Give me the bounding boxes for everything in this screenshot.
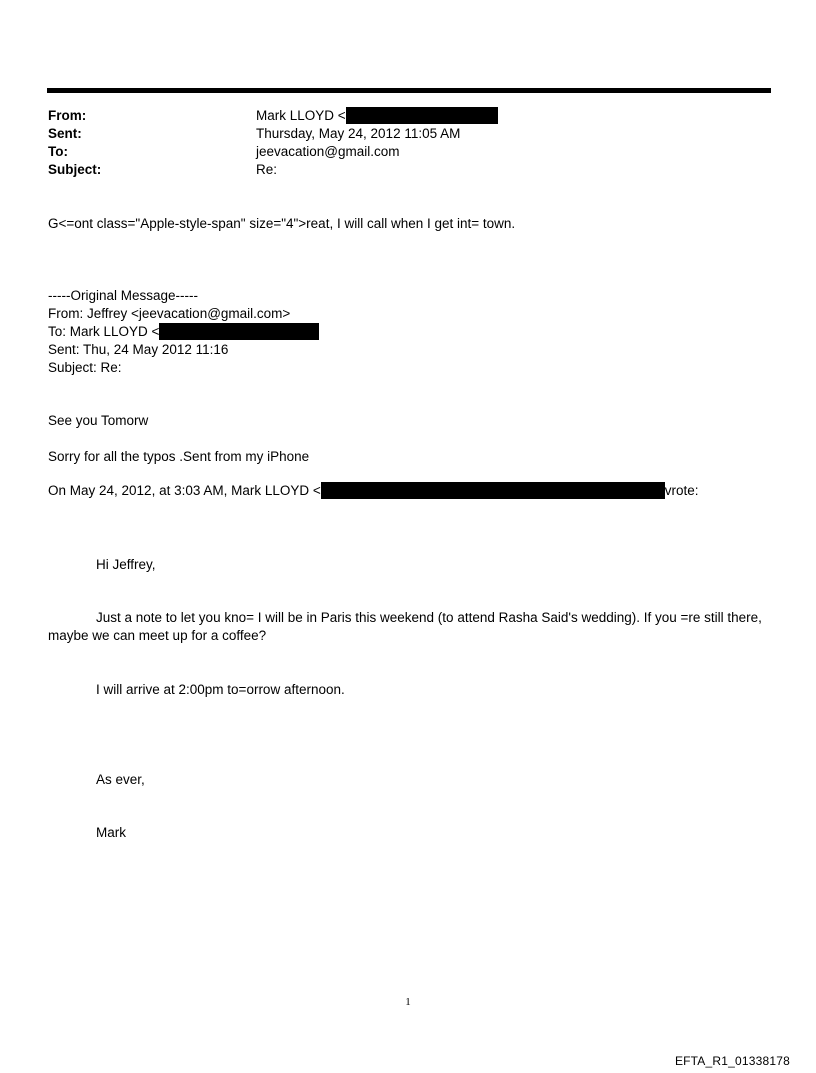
quoted-greeting: Hi Jeffrey, (96, 557, 156, 572)
from-label: From: (48, 108, 87, 123)
original-subject: Subject: Re: (48, 360, 122, 375)
original-separator: -----Original Message----- (48, 288, 199, 303)
sent-label: Sent: (48, 126, 82, 141)
redaction-box (159, 323, 319, 340)
quote-intro: On May 24, 2012, at 3:03 AM, Mark LLOYD < vrote: (48, 483, 699, 498)
original-from: From: Jeffrey <jeevacation@gmail.com> (48, 306, 291, 321)
see-you-line: See you Tomorw (48, 413, 149, 428)
quoted-signature: Mark (96, 825, 126, 840)
quoted-paragraph-2: I will arrive at 2:00pm to=orrow afternoon. (96, 682, 345, 697)
from-value: Mark LLOYD < (256, 107, 498, 125)
original-to: To: Mark LLOYD < (48, 323, 319, 341)
page-number: 1 (405, 996, 411, 1008)
sorry-line: Sorry for all the typos .Sent from my iPhone (48, 449, 310, 464)
subject-value: Re: (256, 162, 278, 177)
redaction-box (346, 107, 498, 124)
subject-label: Subject: (48, 162, 102, 177)
reply-line: G<=ont class="Apple-style-span" size="4">reat, I will call when I get int= town. (48, 216, 516, 231)
redaction-box (321, 482, 665, 499)
bates-number: EFTA_R1_01338178 (674, 1054, 790, 1068)
header-rule (47, 88, 771, 93)
sent-value: Thursday, May 24, 2012 11:05 AM (256, 126, 461, 141)
quoted-closing: As ever, (96, 772, 145, 787)
to-label: To: (48, 144, 68, 159)
to-value: jeevacation@gmail.com (256, 144, 400, 159)
original-sent: Sent: Thu, 24 May 2012 11:16 (48, 342, 229, 357)
quoted-paragraph-1: Just a note to let you kno= I will be in Paris this weekend (to attend Rasha Said's wedding). If you =re still there, maybe we can meet up for a coffee? (48, 610, 762, 643)
